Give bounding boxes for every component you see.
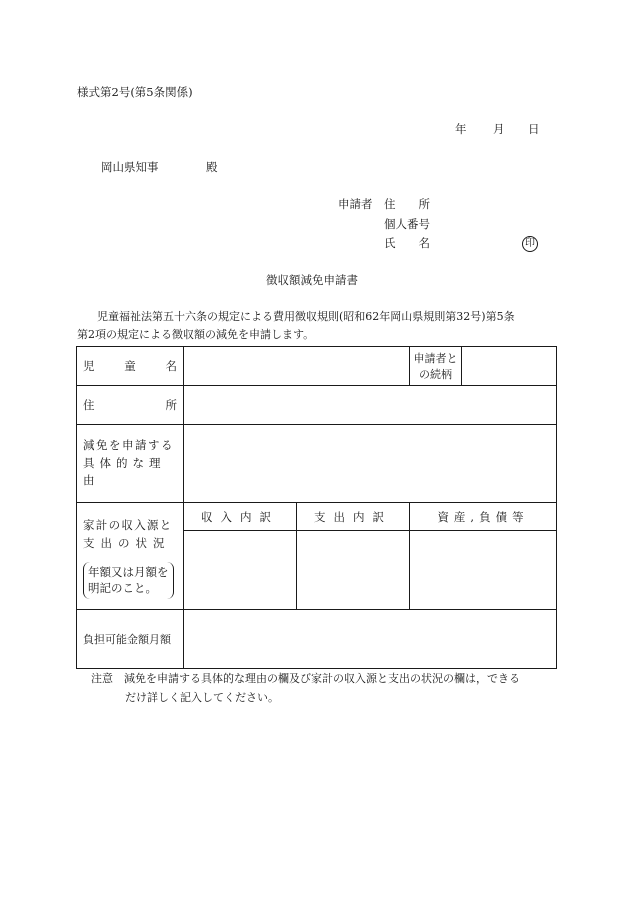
monthly-payable-label: 負担可能金額月額: [77, 610, 184, 669]
label-char: 所: [165, 398, 177, 412]
child-name-label: [83, 358, 177, 374]
address-label: [83, 397, 177, 413]
label-char: 童: [124, 359, 136, 373]
expense-field[interactable]: [297, 531, 410, 610]
annual-note-line1: 年額又は月額を: [88, 564, 169, 579]
applicant-individual-number-label: 個人番号: [384, 217, 430, 231]
applicant-heading: 申請者: [338, 197, 373, 211]
document-title: 徴収額減免申請書: [266, 273, 358, 287]
note-line1: 注意 減免を申請する具体的な理由の欄及び家計の収入源と支出の状況の欄は，できる: [91, 672, 520, 685]
address-field[interactable]: [184, 386, 557, 425]
child-name-label-cell: [77, 347, 184, 386]
household-label-cell: [77, 503, 184, 610]
reason-label-line1: 減免を申請する: [83, 437, 174, 452]
date-month: 月: [493, 122, 505, 136]
expense-header: 支出内訳: [297, 503, 410, 531]
row-monthly-payable: [77, 610, 557, 669]
applicant-name-label: 氏 名: [384, 236, 430, 250]
income-header: 収入内訳: [184, 503, 297, 531]
label-char: 児: [83, 359, 95, 373]
date-year: 年: [455, 122, 467, 136]
monthly-payable-field[interactable]: [184, 610, 557, 669]
body-text-line1: 児童福祉法第五十六条の規定による費用徴収規則(昭和62年岡山県規則第32号)第5条: [97, 310, 515, 323]
household-label-line2: 支出の状況: [83, 535, 171, 550]
applicant-address-label: 住 所: [384, 197, 430, 211]
note-line2: だけ詳しく記入してください。: [125, 691, 279, 704]
body-text-line2: 第2項の規定による徴収額の減免を申請します。: [77, 328, 315, 341]
child-name-field[interactable]: [184, 347, 410, 386]
form-number: 様式第2号(第5条関係): [77, 85, 193, 99]
address-label-cell: [77, 386, 184, 425]
reason-field[interactable]: [184, 425, 557, 503]
annual-note: [83, 562, 174, 599]
addressee-name: 岡山県知事: [101, 160, 159, 174]
date-day: 日: [528, 122, 540, 136]
row-address: [77, 386, 557, 425]
row-reason: [77, 425, 557, 503]
annual-note-line2: 明記のこと。: [88, 581, 157, 596]
income-field[interactable]: [184, 531, 297, 610]
assets-field[interactable]: [410, 531, 557, 610]
label-char: 名: [165, 359, 177, 373]
household-label-line1: 家計の収入源と: [83, 518, 173, 532]
addressee-honorific: 殿: [206, 160, 218, 174]
assets-header: 資産,負債等: [410, 503, 557, 531]
reason-label-line2: 具体的な理由: [83, 455, 166, 488]
relationship-field[interactable]: [462, 347, 557, 386]
form-table: [76, 346, 557, 669]
row-breakdown-headers: [77, 503, 557, 531]
seal-mark: 印: [522, 236, 538, 252]
reason-label-cell: [77, 425, 184, 503]
label-char: 住: [83, 398, 95, 412]
row-child-name: [77, 347, 557, 386]
relationship-label: 申請者との続柄: [410, 347, 462, 386]
